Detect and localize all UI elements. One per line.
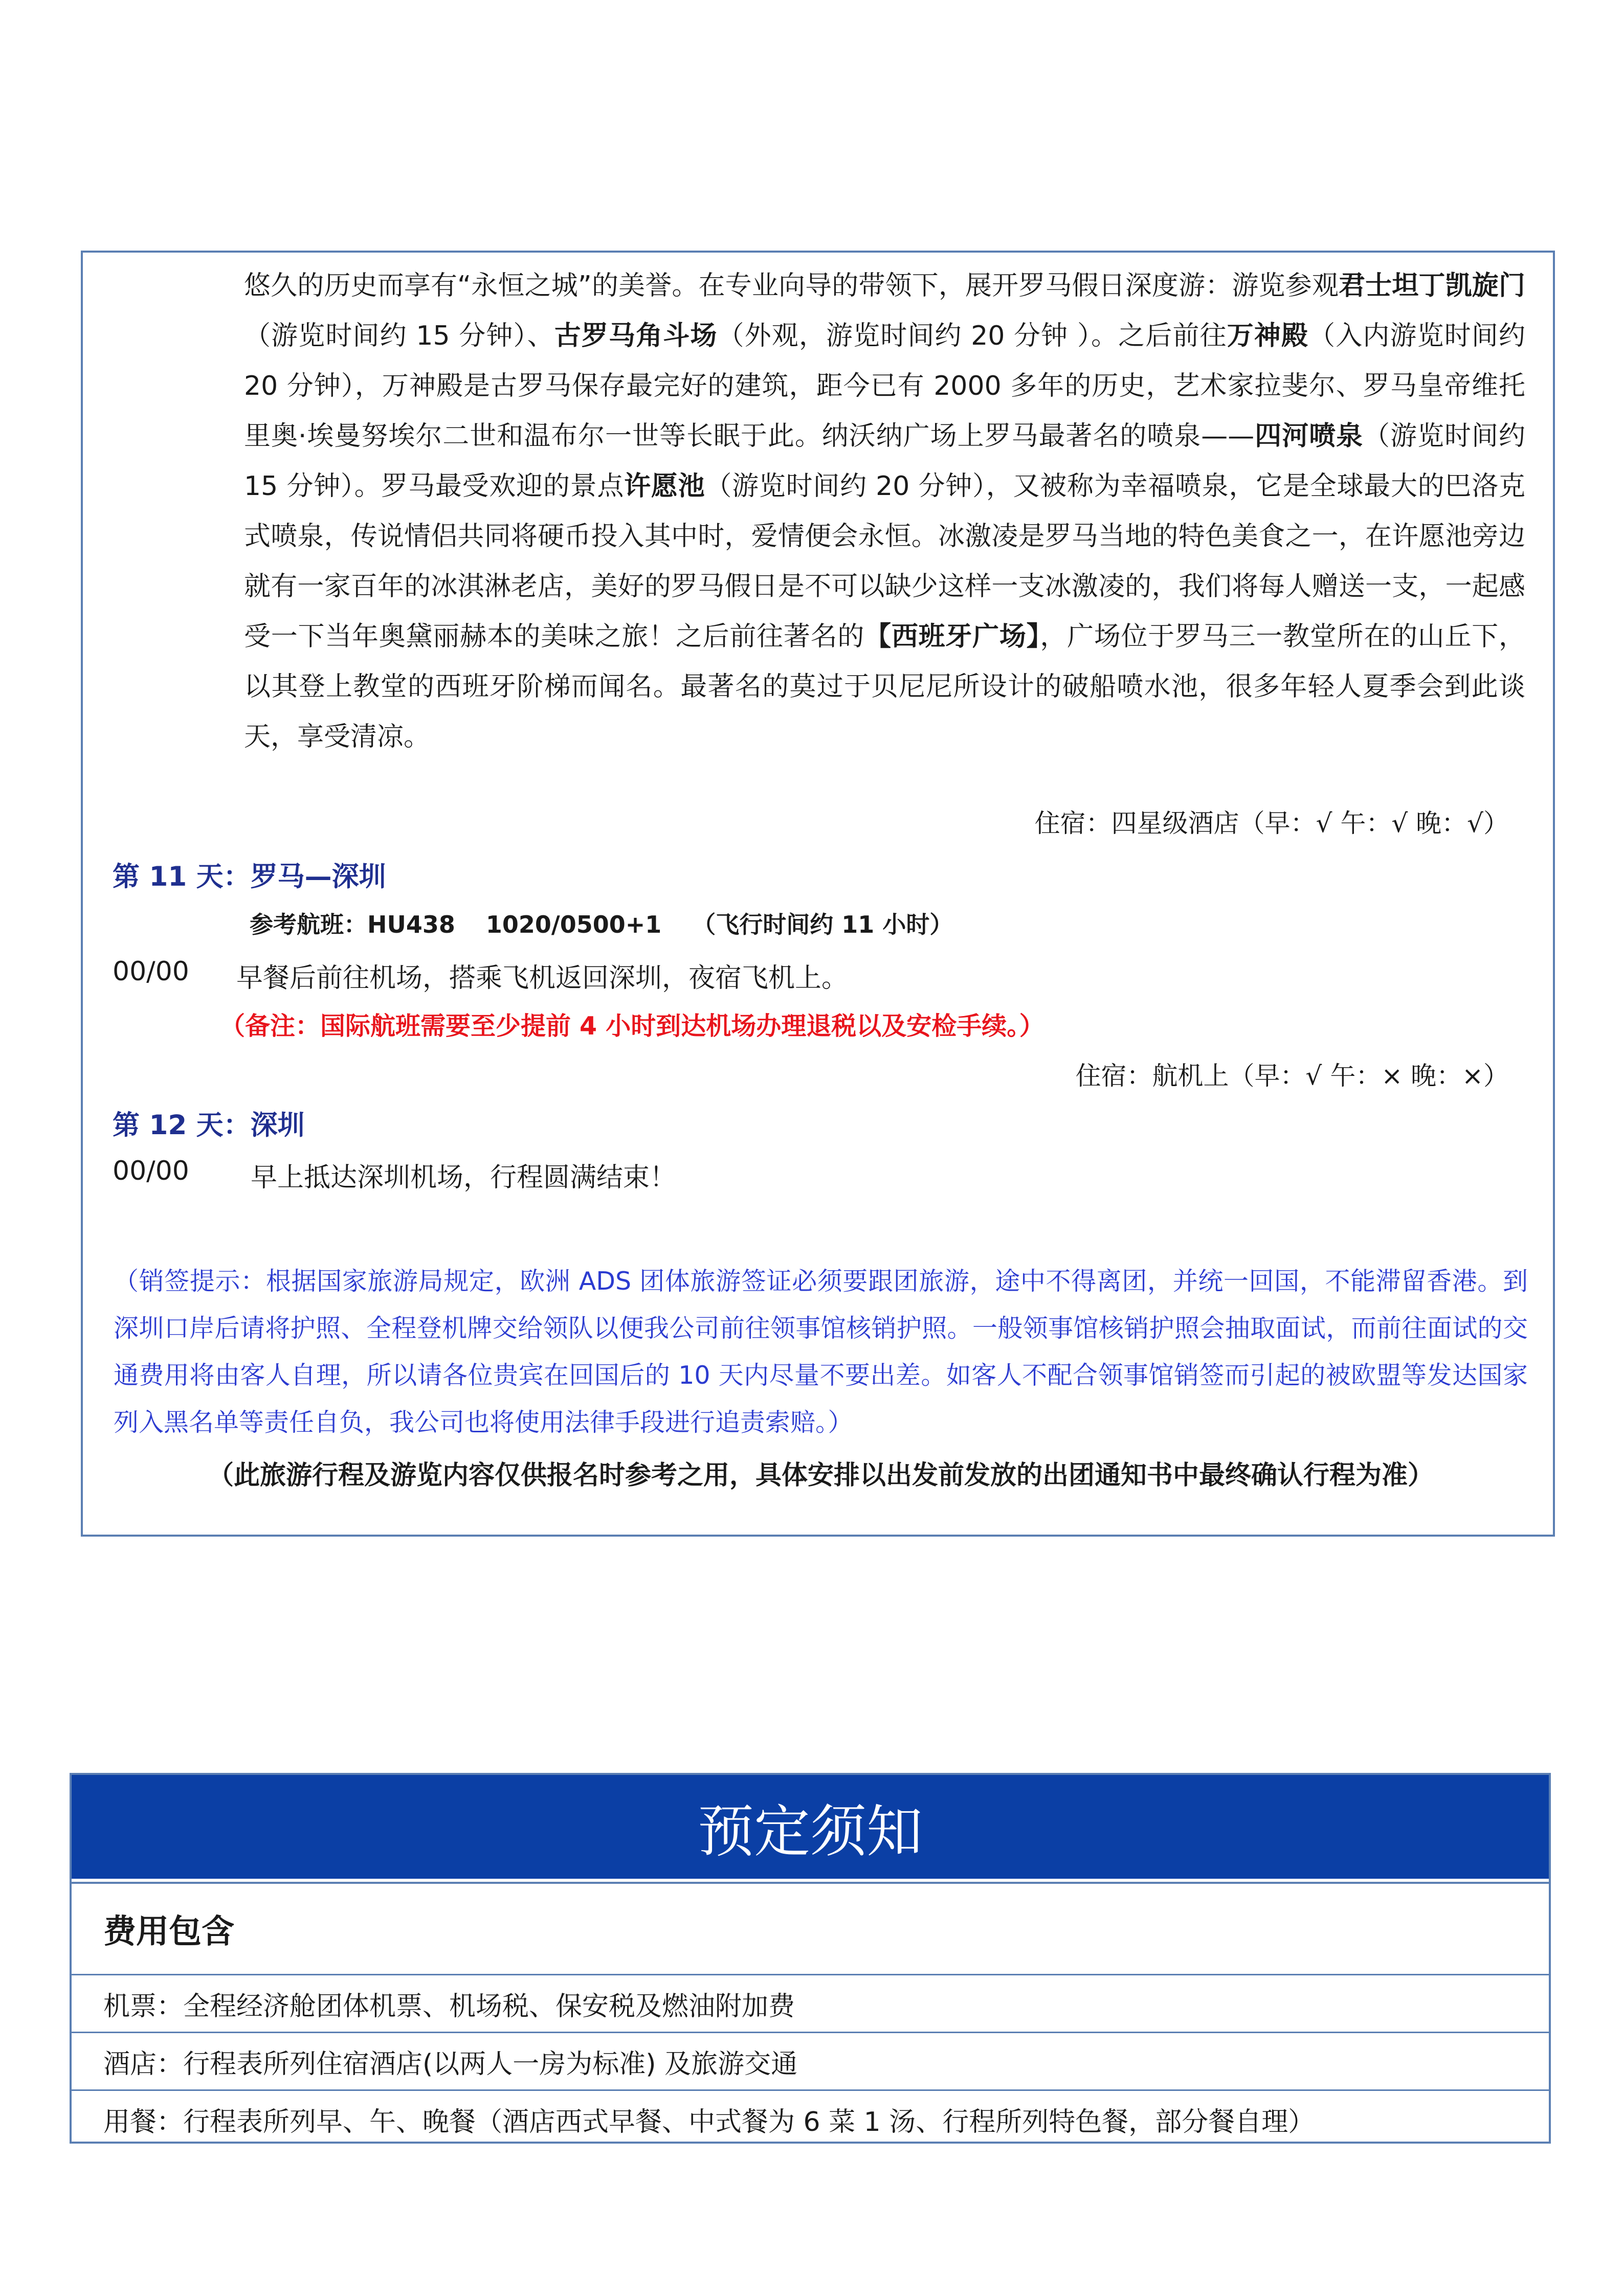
day12-activity: 早上抵达深圳机场，行程圆满结束！ xyxy=(251,1162,677,1193)
attraction-trevi-fountain: 许愿池 xyxy=(624,471,705,502)
flight-duration: （飞行时间约 11 小时） xyxy=(692,911,953,938)
day11-accommodation: 住宿：航机上（早：√ 午：× 晚：×） xyxy=(1075,1061,1509,1091)
day11-flight-info xyxy=(250,906,984,940)
attraction-spanish-steps: 【西班牙广场】 xyxy=(864,621,1040,652)
day11-remark: （备注：国际航班需要至少提前 4 小时到达机场办理退税以及安检手续。） xyxy=(220,1011,1044,1041)
day12-time: 00/00 xyxy=(113,1156,189,1186)
day10-description xyxy=(244,261,1525,762)
flight-time: 1020/0500+1 xyxy=(485,911,662,938)
text-segment: （游览时间约 15 分钟）。罗马最受欢迎的景点 xyxy=(244,421,1525,502)
day11-activity: 早餐后前往机场，搭乘飞机返回深圳，夜宿飞机上。 xyxy=(236,963,849,994)
day11-time: 00/00 xyxy=(113,956,189,987)
attraction-four-rivers-fountain: 四河喷泉 xyxy=(1254,421,1364,452)
text-segment: ，广场位于罗马三一教堂所在的山丘下，以其登上教堂的西班牙阶梯而闻名。最著名的莫过于贝尼尼所设计的破船喷水池，很多年轻人夏季会到此谈天，享受清凉。 xyxy=(244,621,1525,752)
booking-notice-table xyxy=(70,1773,1551,2144)
text-segment: （游览时间约 15 分钟）、 xyxy=(244,321,554,351)
text-segment: （外观，游览时间约 20 分钟 ）。之后前往 xyxy=(717,321,1227,351)
attraction-constantine-arch: 君士坦丁凯旋门 xyxy=(1339,271,1525,301)
flight-number: 参考航班：HU438 xyxy=(250,911,455,938)
fee-row-meals: 用餐：行程表所列早、午、晚餐（酒店西式早餐、中式餐为 6 菜 1 汤、行程所列特色餐，部分餐自理） xyxy=(103,2106,1315,2137)
day12-title: 第 12 天：深圳 xyxy=(113,1110,305,1141)
day11-title: 第 11 天：罗马—深圳 xyxy=(113,861,386,892)
text-segment: 悠久的历史而享有“永恒之城”的美誉。在专业向导的带领下，展开罗马假日深度游：游览参观 xyxy=(244,271,1339,301)
fee-includes-heading: 费用包含 xyxy=(72,1884,1549,1975)
day10-accommodation: 住宿：四星级酒店（早：√ 午：√ 晚：√） xyxy=(1034,808,1509,838)
attraction-pantheon: 万神殿 xyxy=(1227,321,1309,351)
itinerary-disclaimer: （此旅游行程及游览内容仅供报名时参考之用，具体安排以出发前发放的出团通知书中最终确认行程为准） xyxy=(207,1460,1434,1491)
attraction-colosseum: 古罗马角斗场 xyxy=(554,321,718,351)
fee-row-airfare: 机票：全程经济舱团体机票、机场税、保安税及燃油附加费 xyxy=(72,1975,1549,2033)
fee-row-hotel: 酒店：行程表所列住宿酒店(以两人一房为标准) 及旅游交通 xyxy=(72,2033,1549,2091)
visa-notice: （销签提示：根据国家旅游局规定，欧洲 ADS 团体旅游签证必须要跟团旅游，途中不得离团，并统一回国，不能滞留香港。到深圳口岸后请将护照、全程登机牌交给领队以便我公司前往领事馆核销护照。一般领事馆核销护照会抽取面试，而前往面试的交通费用将由客人自理，所以请各位贵宾在回国后的 10 天内尽量不要出差。如客人不配合领事馆销签而引起的被欧盟等发达国家列入黑名单等责任自负，我公司也将使用法律手段进行追责索赔。） xyxy=(114,1267,1528,1437)
booking-notice-title: 预定须知 xyxy=(72,1775,1549,1882)
text-segment: （入内游览时间约 20 分钟），万神殿是古罗马保存最完好的建筑，距今已有 2000 多年的历史，艺术家拉斐尔、罗马皇帝维托里奥·埃曼努埃尔二世和温布尔一世等长眠于此。纳沃纳广场上罗马最著名的喷泉—— xyxy=(244,321,1525,452)
text-segment: （游览时间约 20 分钟），又被称为幸福喷泉，它是全球最大的巴洛克式喷泉，传说情侣共同将硬币投入其中时，爱情便会永恒。冰激凌是罗马当地的特色美食之一，在许愿池旁边就有一家百年的冰淇淋老店，美好的罗马假日是不可以缺少这样一支冰激凌的，我们将每人赠送一支，一起感受一下当年奥黛丽赫本的美味之旅！之后前往著名的 xyxy=(244,471,1525,652)
